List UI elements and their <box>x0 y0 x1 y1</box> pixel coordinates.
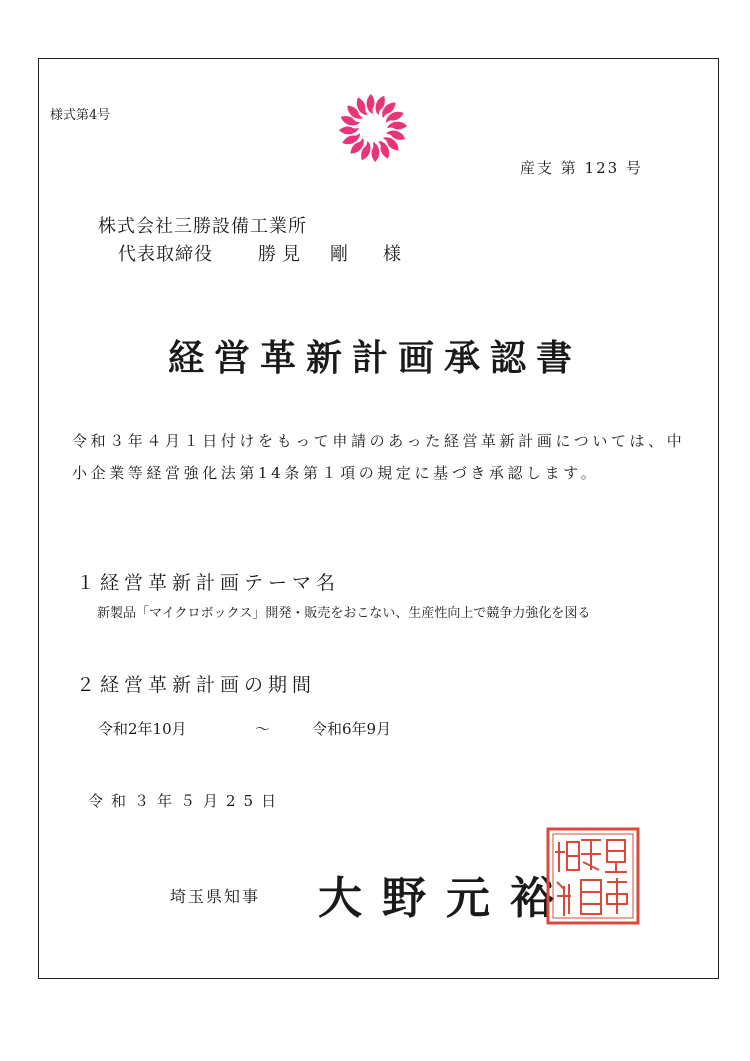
official-seal-stamp-icon <box>545 826 641 926</box>
recipient-name: 勝見 剛 <box>258 244 354 265</box>
issuer-name: 大野元裕 <box>318 873 574 924</box>
document-title: 経営革新計画承認書 <box>167 337 582 379</box>
emblem-petal <box>367 94 375 114</box>
document-number: 産支 第 123 号 <box>520 159 643 177</box>
issuer-title: 埼玉県知事 <box>170 887 261 906</box>
approval-statement: 令和３年４月１日付けをもって申請のあった経営革新計画については、中小企業等経営強化法第14条第１項の規定に基づき承認します。 <box>72 432 686 482</box>
section-theme-heading: １経営革新計画テーマ名 <box>76 572 341 594</box>
emblem-petal <box>387 122 407 130</box>
period-start: 令和2年10月 <box>98 720 187 738</box>
recipient-company: 株式会社三勝設備工業所 <box>98 216 307 237</box>
period-separator: ～ <box>255 720 271 738</box>
issue-date: 令和３年５月25日 <box>88 792 285 810</box>
form-number: 様式第4号 <box>50 108 111 123</box>
recipient-title: 代表取締役 <box>118 244 213 265</box>
period-end: 令和6年9月 <box>312 720 392 738</box>
section-period-heading: ２経営革新計画の期間 <box>76 674 317 696</box>
emblem-petal <box>339 127 359 135</box>
emblem-petal <box>372 142 380 162</box>
prefecture-emblem-icon <box>333 88 413 168</box>
section-theme-content: 新製品「マイクロボックス」開発・販売をおこない、生産性向上で競争力強化を図る <box>97 606 591 621</box>
recipient-honorific: 様 <box>383 244 401 265</box>
